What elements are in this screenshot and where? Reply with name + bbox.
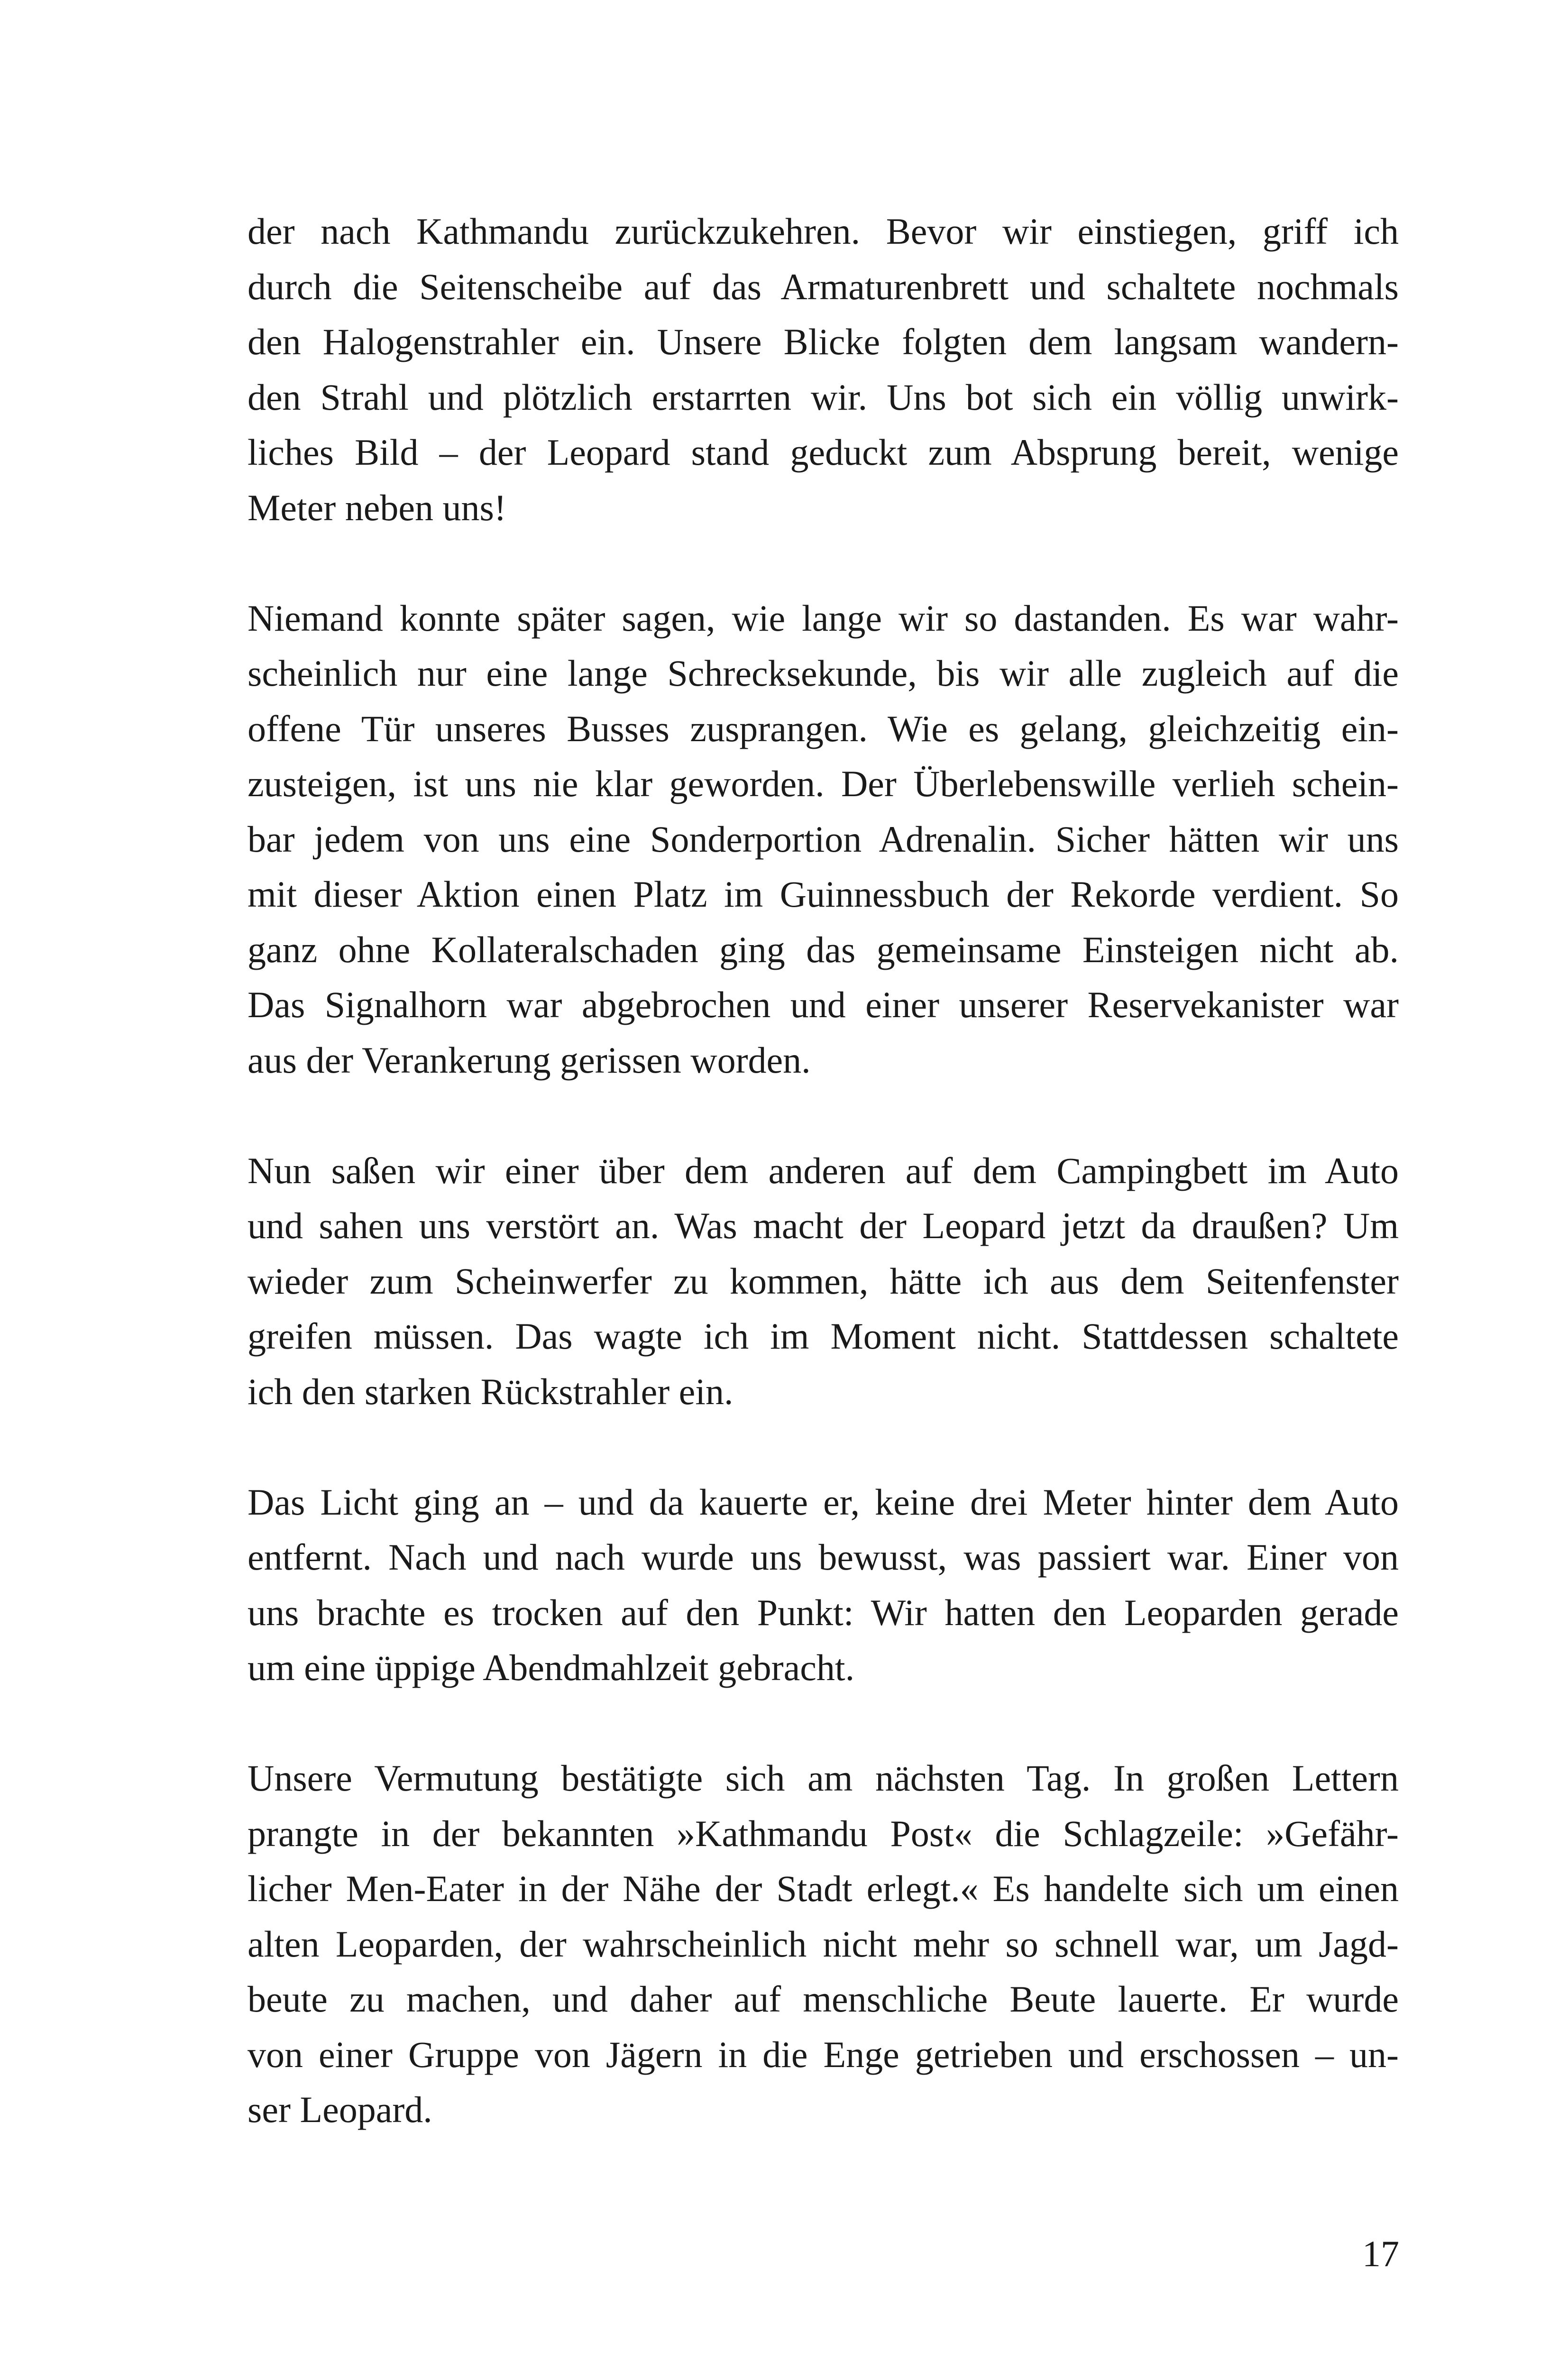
text-line: Das Signalhorn war abgebrochen und einer unserer Reservekanister war (248, 984, 1399, 1025)
paragraph-2 (248, 591, 1399, 1088)
text-line: von einer Gruppe von Jägern in die Enge getrieben und erschossen – un- (248, 2033, 1399, 2075)
text-line: bar jedem von uns eine Sonderportion Adrenalin. Sicher hätten wir uns (248, 818, 1399, 860)
text-line: den Strahl und plötzlich erstarrten wir. Uns bot sich ein völlig unwirk- (248, 376, 1399, 418)
text-line: licher Men-Eater in der Nähe der Stadt erlegt.« Es handelte sich um einen (248, 1868, 1399, 1909)
text-line: uns brachte es trocken auf den Punkt: Wir hatten den Leoparden gerade (248, 1591, 1399, 1633)
text-line: um eine üppige Abendmahlzeit gebracht. (248, 1647, 855, 1688)
text-line: aus der Verankerung gerissen worden. (248, 1039, 811, 1081)
text-line: prangte in der bekannten »Kathmandu Post« die Schlagzeile: »Gefähr- (248, 1812, 1399, 1854)
page-number: 17 (1362, 2233, 1399, 2274)
text-line: Unsere Vermutung bestätigte sich am nächsten Tag. In großen Lettern (248, 1757, 1399, 1799)
text-line: den Halogenstrahler ein. Unsere Blicke folgten dem langsam wandern- (248, 321, 1399, 362)
text-line: beute zu machen, und daher auf menschliche Beute lauerte. Er wurde (248, 1978, 1399, 2020)
text-line: Das Licht ging an – und da kauerte er, keine drei Meter hinter dem Auto (248, 1481, 1399, 1523)
text-line: der nach Kathmandu zurückzukehren. Bevor wir einstiegen, griff ich (248, 211, 1399, 252)
text-line: Meter neben uns! (248, 487, 506, 528)
body-text (248, 204, 1399, 2138)
text-line: scheinlich nur eine lange Schrecksekunde, bis wir alle zugleich auf die (248, 652, 1399, 694)
text-line: und sahen uns verstört an. Was macht der Leopard jetzt da draußen? Um (248, 1205, 1399, 1246)
text-line: ganz ohne Kollateralschaden ging das gemeinsame Einsteigen nicht ab. (248, 928, 1399, 970)
text-line: zusteigen, ist uns nie klar geworden. Der Überlebenswille verlieh schein- (248, 763, 1399, 804)
text-line: Nun saßen wir einer über dem anderen auf dem Campingbett im Auto (248, 1149, 1399, 1191)
text-line: liches Bild – der Leopard stand geduckt zum Absprung bereit, wenige (248, 432, 1399, 473)
text-line: durch die Seitenscheibe auf das Armaturenbrett und schaltete nochmals (248, 266, 1399, 307)
text-line: offene Tür unseres Busses zusprangen. Wie es gelang, gleichzeitig ein- (248, 708, 1399, 749)
text-line: ich den starken Rückstrahler ein. (248, 1370, 734, 1412)
text-line: Niemand konnte später sagen, wie lange wir so dastanden. Es war wahr- (248, 597, 1399, 639)
text-line: alten Leoparden, der wahrscheinlich nicht mehr so schnell war, um Jagd- (248, 1923, 1399, 1965)
text-line: ser Leopard. (248, 2089, 432, 2130)
paragraph-4 (248, 1475, 1399, 1696)
paragraph-1 (248, 204, 1399, 535)
paragraph-3 (248, 1143, 1399, 1420)
text-line: mit dieser Aktion einen Platz im Guinnessbuch der Rekorde verdient. So (248, 873, 1399, 915)
text-line: wieder zum Scheinwerfer zu kommen, hätte ich aus dem Seitenfenster (248, 1260, 1399, 1302)
text-line: greifen müssen. Das wagte ich im Moment nicht. Stattdessen schaltete (248, 1315, 1399, 1357)
paragraph-5 (248, 1751, 1399, 2138)
text-line: entfernt. Nach und nach wurde uns bewusst, was passiert war. Einer von (248, 1536, 1399, 1578)
